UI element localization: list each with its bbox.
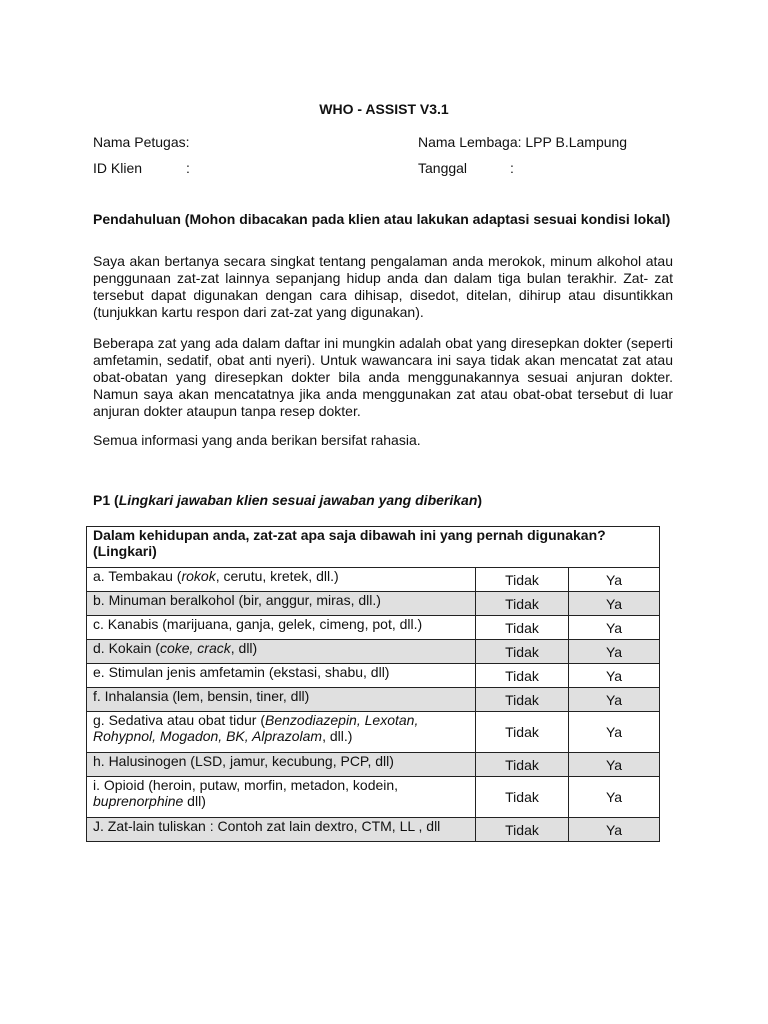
intro-paragraph-2: Beberapa zat yang ada dalam daftar ini mungkin adalah obat yang diresepkan dokter (seperti amfetamin, sedatif, obat anti nyeri). Untuk wawancara ini saya tidak akan mencatat zat atau obat-obatan yang diresepkan dokter bila anda menggunakannya sesuai anjuran dokter. Namun saya akan mencatatnya jika anda menggunakan zat atau obat-obat tersebut di luar anjuran dokter ataupun tanpa resep dokter.: [93, 335, 673, 419]
option-tidak[interactable]: Tidak: [476, 753, 569, 777]
tanggal-label: Tanggal: [418, 160, 468, 176]
table-question: Dalam kehidupan anda, zat-zat apa saja dibawah ini yang pernah digunakan? (Lingkari): [87, 527, 660, 568]
substance-text: , dll): [230, 640, 258, 656]
option-tidak[interactable]: Tidak: [476, 616, 569, 640]
table-row: [87, 568, 660, 592]
substance-cell: [87, 592, 476, 616]
substance-cell: [87, 777, 476, 818]
option-tidak[interactable]: Tidak: [476, 640, 569, 664]
option-tidak[interactable]: Tidak: [476, 568, 569, 592]
substance-text: d. Kokain (: [93, 640, 160, 656]
substance-cell: [87, 818, 476, 842]
table-row: [87, 664, 660, 688]
table-row: [87, 688, 660, 712]
substance-text: dll): [183, 793, 206, 809]
substance-cell: [87, 568, 476, 592]
nama-lembaga-label: Nama Lembaga: LPP B.Lampung: [418, 134, 628, 150]
substance-text-italic: rokok: [181, 568, 216, 584]
option-tidak[interactable]: Tidak: [476, 664, 569, 688]
option-tidak[interactable]: Tidak: [476, 688, 569, 712]
option-tidak[interactable]: Tidak: [476, 777, 569, 818]
substance-text-italic: Benzodiazepin, Lexotan, Rohypnol, Mogadon, BK, Alprazolam: [93, 712, 419, 744]
substance-text: g. Sedativa atau obat tidur (: [93, 712, 265, 728]
p1-heading: [93, 492, 482, 508]
option-tidak[interactable]: Tidak: [476, 712, 569, 753]
tanggal-colon: :: [510, 160, 514, 176]
p1-close: ): [477, 492, 483, 508]
substance-text: b. Minuman beralkohol (bir, anggur, miras, dll.): [93, 592, 381, 608]
id-klien-label: ID Klien: [93, 160, 143, 176]
substance-text: e. Stimulan jenis amfetamin (ekstasi, shabu, dll): [93, 664, 390, 680]
substance-text: , cerutu, kretek, dll.): [215, 568, 339, 584]
table-row: [87, 712, 660, 753]
substance-text-italic: coke, crack: [159, 640, 231, 656]
substance-cell: [87, 616, 476, 640]
substance-cell: [87, 753, 476, 777]
option-ya[interactable]: Ya: [569, 777, 660, 818]
table-row: [87, 616, 660, 640]
p1-instruction: Lingkari jawaban klien sesuai jawaban yang diberikan: [118, 492, 478, 508]
substance-text-italic: buprenorphine: [93, 793, 184, 809]
substance-cell: [87, 688, 476, 712]
id-klien-colon: :: [186, 160, 190, 176]
option-ya[interactable]: Ya: [569, 568, 660, 592]
table-row: [87, 753, 660, 777]
intro-heading: Pendahuluan (Mohon dibacakan pada klien atau lakukan adaptasi sesuai kondisi lokal): [93, 211, 671, 227]
p1-label: P1: [93, 492, 111, 508]
form-title: WHO - ASSIST V3.1: [319, 101, 449, 117]
substance-text: c. Kanabis (marijuana, ganja, gelek, cimeng, pot, dll.): [93, 616, 423, 632]
substance-table: [86, 526, 660, 842]
option-tidak[interactable]: Tidak: [476, 592, 569, 616]
substance-text: i. Opioid (heroin, putaw, morfin, metadon, kodein,: [93, 777, 399, 793]
option-ya[interactable]: Ya: [569, 818, 660, 842]
substance-cell: [87, 640, 476, 664]
substance-text: a. Tembakau (: [93, 568, 182, 584]
table-row: [87, 818, 660, 842]
substance-text: f. Inhalansia (lem, bensin, tiner, dll): [93, 688, 310, 704]
option-tidak[interactable]: Tidak: [476, 818, 569, 842]
nama-petugas-label: Nama Petugas:: [93, 134, 190, 150]
substance-text: , dll.): [322, 728, 353, 744]
option-ya[interactable]: Ya: [569, 753, 660, 777]
table-row: [87, 640, 660, 664]
option-ya[interactable]: Ya: [569, 664, 660, 688]
option-ya[interactable]: Ya: [569, 616, 660, 640]
option-ya[interactable]: Ya: [569, 688, 660, 712]
p1-open: (: [110, 492, 119, 508]
substance-cell: [87, 712, 476, 753]
table-row: [87, 592, 660, 616]
option-ya[interactable]: Ya: [569, 640, 660, 664]
table-row: [87, 777, 660, 818]
option-ya[interactable]: Ya: [569, 592, 660, 616]
substance-text: J. Zat-lain tuliskan : Contoh zat lain dextro, CTM, LL , dll: [93, 818, 441, 834]
intro-paragraph-1: Saya akan bertanya secara singkat tentang pengalaman anda merokok, minum alkohol atau penggunaan zat-zat lainnya sepanjang hidup anda dan dalam tiga bulan terakhir. Zat- zat tersebut dapat digunakan dengan cara dihisap, disedot, ditelan, dihirup atau disuntikkan (tunjukkan kartu respon dari zat-zat yang digunakan).: [93, 253, 673, 320]
intro-paragraph-3: Semua informasi yang anda berikan bersifat rahasia.: [93, 432, 421, 448]
option-ya[interactable]: Ya: [569, 712, 660, 753]
substance-text: h. Halusinogen (LSD, jamur, kecubung, PCP, dll): [93, 753, 394, 769]
substance-cell: [87, 664, 476, 688]
